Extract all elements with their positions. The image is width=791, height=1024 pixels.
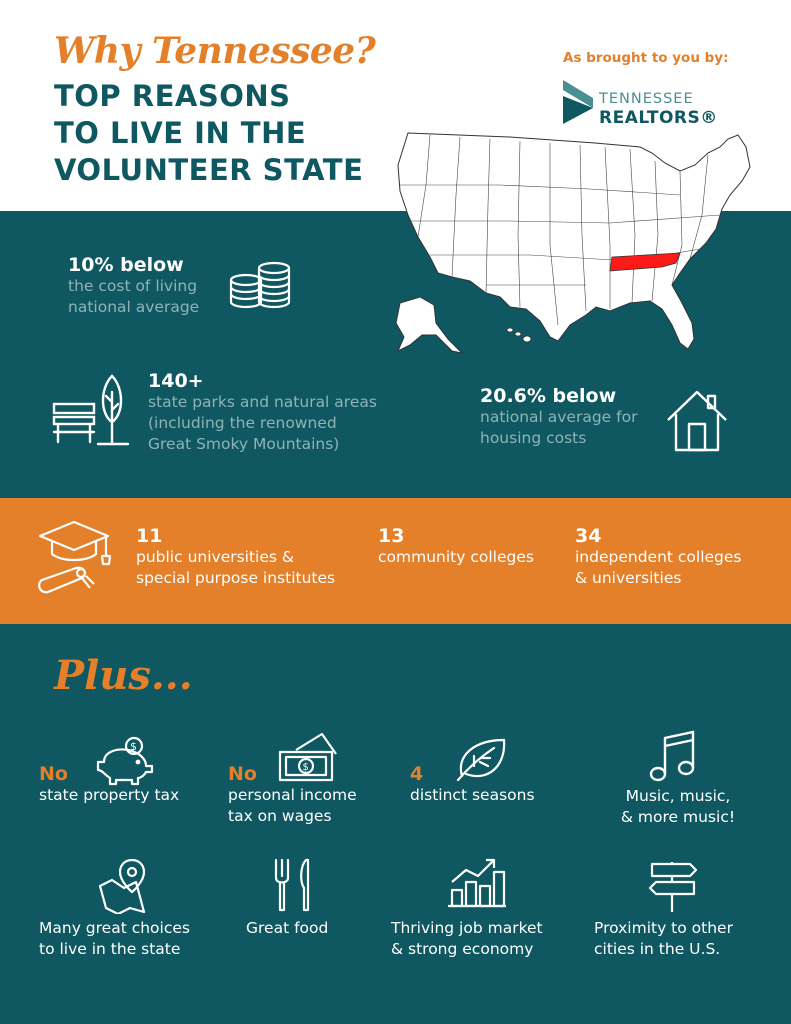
stat-line: national average <box>68 298 200 316</box>
education-line: public universities & <box>136 548 294 566</box>
stat-state-parks <box>148 370 408 455</box>
plus-item-property-tax <box>39 763 209 806</box>
coins-icon <box>226 258 296 314</box>
stat-line: Great Smoky Mountains) <box>148 435 340 453</box>
plus-item-line: Music, music, <box>625 787 731 805</box>
headline-line-2: TO LIVE IN THE <box>54 116 307 150</box>
svg-text:$: $ <box>302 762 309 773</box>
education-item <box>378 525 568 568</box>
plus-heading: Plus... <box>54 652 193 699</box>
stat-title: 140+ <box>148 370 204 392</box>
stat-title: 20.6% below <box>480 385 617 407</box>
education-count: 11 <box>136 525 163 547</box>
stat-cost-of-living <box>68 254 248 318</box>
plus-item-emphasis: No <box>228 763 257 785</box>
headline-line-1: TOP REASONS <box>54 79 291 113</box>
plus-item-text <box>410 785 580 806</box>
plus-item-job-market <box>391 918 571 960</box>
map-pin-icon <box>96 858 152 914</box>
plus-item-line: & strong economy <box>391 940 534 958</box>
svg-text:$: $ <box>130 740 137 753</box>
brought-by-label: As brought to you by: <box>563 50 729 66</box>
headline-line-3: VOLUNTEER STATE <box>54 153 364 187</box>
plus-item-income-tax <box>228 763 398 827</box>
plus-item-text <box>246 918 396 939</box>
plus-item-food <box>246 918 396 939</box>
stat-title: 10% below <box>68 254 184 276</box>
education-label <box>136 547 376 589</box>
plus-item-line: to live in the state <box>39 940 181 958</box>
education-label <box>575 547 775 589</box>
stat-line: housing costs <box>480 429 587 447</box>
plus-item-line: state property tax <box>39 786 180 804</box>
stat-body <box>148 392 408 455</box>
plus-item-line: Thriving job market <box>391 919 543 937</box>
plus-item-line: Proximity to other <box>594 919 733 937</box>
stat-line: national average for <box>480 408 638 426</box>
stat-housing-costs <box>480 385 670 449</box>
education-label <box>378 547 568 568</box>
plus-item-emphasis: No <box>39 763 68 785</box>
page-title <box>54 78 414 189</box>
plus-item-line: tax on wages <box>228 807 332 825</box>
stat-body <box>68 276 248 318</box>
plus-item-places-to-live <box>39 918 229 960</box>
plus-item-line: Many great choices <box>39 919 190 937</box>
fork-knife-icon <box>270 858 316 914</box>
house-icon <box>664 388 730 454</box>
stat-body <box>480 407 670 449</box>
stat-line: the cost of living <box>68 277 198 295</box>
plus-item-line: & more music! <box>620 808 736 826</box>
education-item <box>136 525 376 589</box>
realtors-mark-icon <box>563 80 597 126</box>
education-line: & universities <box>575 569 682 587</box>
plus-item-music <box>603 786 753 828</box>
plus-item-line: Great food <box>246 919 329 937</box>
plus-item-seasons <box>410 763 580 806</box>
signpost-icon <box>646 860 700 914</box>
plus-item-emphasis: 4 <box>410 763 424 785</box>
tennessee-realtors-logo <box>563 78 743 128</box>
script-title: Why Tennessee? <box>54 30 376 72</box>
us-map-icon <box>390 125 760 360</box>
education-item <box>575 525 775 589</box>
plus-item-text <box>594 918 774 960</box>
logo-line-1: TENNESSEE <box>599 91 694 107</box>
education-line: independent colleges <box>575 548 742 566</box>
stat-line: (including the renowned <box>148 414 337 432</box>
plus-item-text <box>39 785 209 806</box>
stat-line: state parks and natural areas <box>148 393 377 411</box>
plus-item-text <box>228 785 398 827</box>
park-bench-tree-icon <box>52 372 132 446</box>
education-count: 13 <box>378 525 405 547</box>
plus-item-text <box>391 918 571 960</box>
education-line: special purpose institutes <box>136 569 336 587</box>
plus-item-line: distinct seasons <box>410 786 535 804</box>
education-line: community colleges <box>378 548 534 566</box>
logo-line-2: REALTORS® <box>599 108 718 128</box>
plus-item-text <box>603 786 753 828</box>
plus-item-proximity <box>594 918 774 960</box>
music-note-icon <box>646 730 698 784</box>
education-count: 34 <box>575 525 602 547</box>
graduation-cap-diploma-icon <box>36 518 116 602</box>
plus-item-line: personal income <box>228 786 357 804</box>
plus-item-line: cities in the U.S. <box>594 940 721 958</box>
growth-chart-icon <box>446 856 508 908</box>
plus-item-text <box>39 918 229 960</box>
